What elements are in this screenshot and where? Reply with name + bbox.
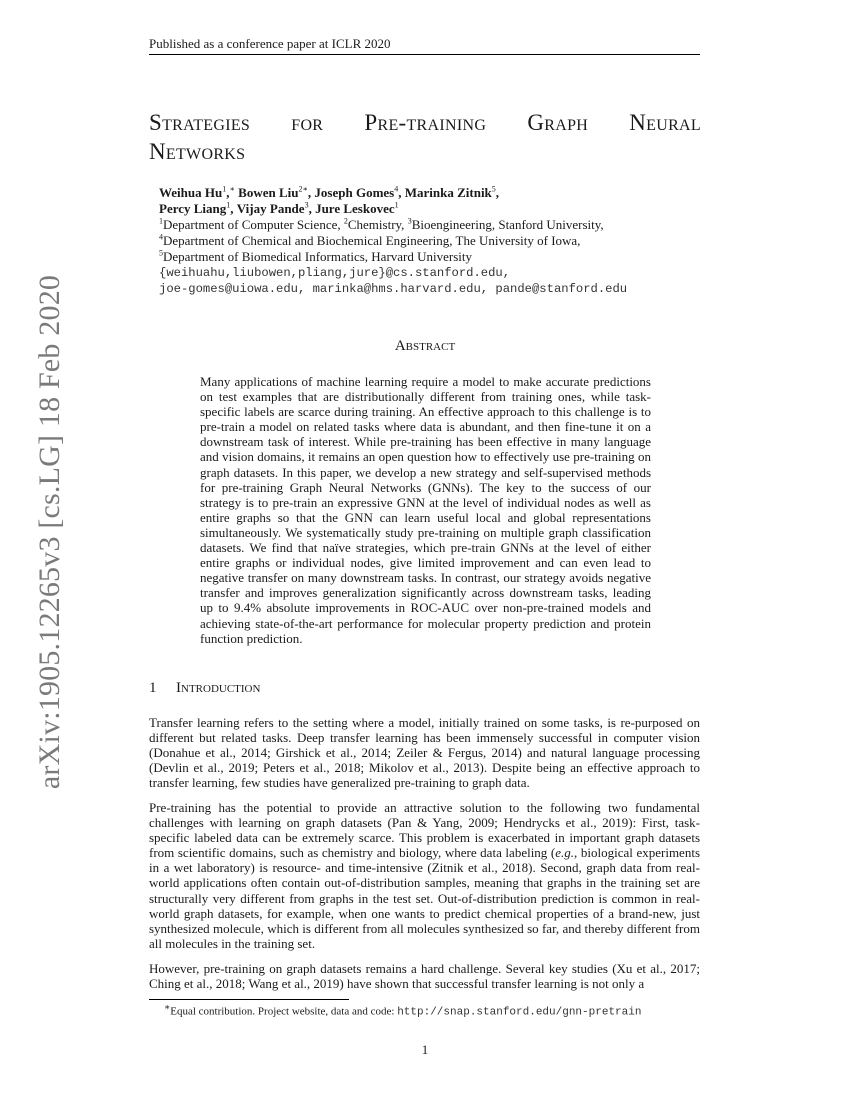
- affiliation-line: $^5$Department of Biomedical Informatics, Harvard University: [159, 248, 473, 264]
- abstract-text: Many applications of machine learning require a model to make accurate predictions on test examples that are distributionally different from training ones, while task-specific labels are scarce during training. An effective approach to this challenge is to pre-train a model on related tasks where data is abundant, and then fine-tune it on a downstream task of interest. While pre-training has been effective in many language and vision domains, it remains an open question how to effectively use pre-training on graph datasets. In this paper, we develop a new strategy and self-supervised methods for pre-training Graph Neural Networks (GNNs). The key to the success of our strategy is to pre-train an expressive GNN at the level of individual nodes as well as entire graphs so that the GNN can learn useful local and global representations simultaneously. We systematically study pre-training on multiple graph classification datasets. We find that naïve strategies, which pre-train GNNs at the level of either entire graphs or individual nodes, give limited improvement and can even lead to negative transfer on many downstream tasks. In contrast, our strategy avoids negative transfer and improves generalization significantly across downstream tasks, leading up to 9.4% absolute improvements in ROC-AUC over non-pre-trained models and achieving state-of-the-art performance for molecular property prediction and protein function prediction.: [200, 374, 651, 646]
- body-paragraph: Transfer learning refers to the setting where a model, initially trained on some tasks, is re-purposed on different but related tasks. Deep transfer learning has been immensely successful in computer vision (Donahue et al., 2014; Girshick et al., 2014; Zeiler & Fergus, 2014) and natural language processing (Devlin et al., 2019; Peters et al., 2018; Mikolov et al., 2013). Despite being an effective approach to transfer learning, few studies have generalized pre-training to graph data.: [149, 715, 700, 791]
- body-paragraph: Pre-training has the potential to provide an attractive solution to the following two fundamental challenges with learning on graph datasets (Pan & Yang, 2009; Hendrycks et al., 2019): First, task-specific labeled data can be extremely scarce. This problem is exacerbated in important graph datasets from scientific domains, such as chemistry and biology, where data labeling (e.g., biological experiments in a wet laboratory) is resource- and time-intensive (Zitnik et al., 2018). Second, graph data from real-world applications often contain out-of-distribution samples, meaning that graphs in the training set are structurally very different from graphs in the test set. Out-of-distribution prediction is common in real-world graph datasets, for example, when one wants to predict chemical properties of a brand-new, just synthesized molecule, which is different from all molecules synthesized so far, and thereby different from all molecules in the training set.: [149, 800, 700, 951]
- author-name: Vijay Pande: [236, 201, 305, 216]
- author-block: [159, 185, 719, 297]
- section-title: Introduction: [176, 680, 261, 696]
- author-name: Marinka Zitnik: [404, 185, 492, 200]
- paper-title: [149, 108, 701, 166]
- running-header: Published as a conference paper at ICLR 2020: [149, 36, 391, 51]
- author-name: Weihua Hu: [159, 185, 223, 200]
- affil-mark: 1: [394, 200, 399, 210]
- equal-contrib-mark: ∗: [229, 184, 235, 194]
- affil-mark: 1: [226, 200, 231, 210]
- title-line-2: Networks: [149, 139, 246, 164]
- author-name: Percy Liang: [159, 201, 227, 216]
- affil-mark: 1: [222, 184, 227, 194]
- footnote: ∗Equal contribution. Project website, data and code: http://snap.stanford.edu/gnn-pretrain: [164, 1002, 642, 1019]
- affiliation-line: $^1$Department of Computer Science, $^2$Chemistry, $^3$Bioengineering, Stanford University,: [159, 216, 604, 232]
- title-line-1: Strategies for Pre-training Graph Neural: [149, 110, 701, 135]
- section-number: 1: [149, 680, 157, 696]
- page-number: 1: [421, 1042, 429, 1057]
- section-heading: [149, 680, 260, 697]
- affil-mark: 2∗: [298, 184, 308, 194]
- arxiv-stamp: arXiv:1905.12265v3 [cs.LG] 18 Feb 2020: [33, 274, 66, 790]
- abstract-heading: Abstract: [394, 338, 456, 354]
- project-link[interactable]: http://snap.stanford.edu/gnn-pretrain: [397, 1006, 642, 1019]
- footnote-rule: [149, 999, 349, 1000]
- author-name: Bowen Liu: [238, 185, 299, 200]
- affiliation-line: $^4$Department of Chemical and Biochemical Engineering, The University of Iowa,: [159, 232, 581, 248]
- author-line-2: Percy Liang$^1$, Vijay Pande$^3$, Jure Leskovec$^1$: [159, 200, 399, 216]
- email-line: joe-gomes@uiowa.edu, marinka@hms.harvard.edu, pande@stanford.edu: [159, 282, 628, 296]
- affil-mark: 5: [491, 184, 496, 194]
- author-name: Jure Leskovec: [315, 201, 395, 216]
- email-line: {weihuahu,liubowen,pliang,jure}@cs.stanford.edu,: [159, 266, 511, 280]
- header-rule: [149, 54, 700, 55]
- affil-mark: 4: [394, 184, 399, 194]
- body-paragraph: However, pre-training on graph datasets remains a hard challenge. Several key studies (Xu et al., 2017; Ching et al., 2018; Wang et al., 2019) have shown that successful transfer learning is not only a: [149, 961, 700, 992]
- affil-mark: 3: [304, 200, 309, 210]
- author-line-1: Weihua Hu$^1$,∗ Bowen Liu$^{2∗}$, Joseph Gomes$^4$, Marinka Zitnik$^5$,: [159, 184, 500, 200]
- author-name: Joseph Gomes: [314, 185, 395, 200]
